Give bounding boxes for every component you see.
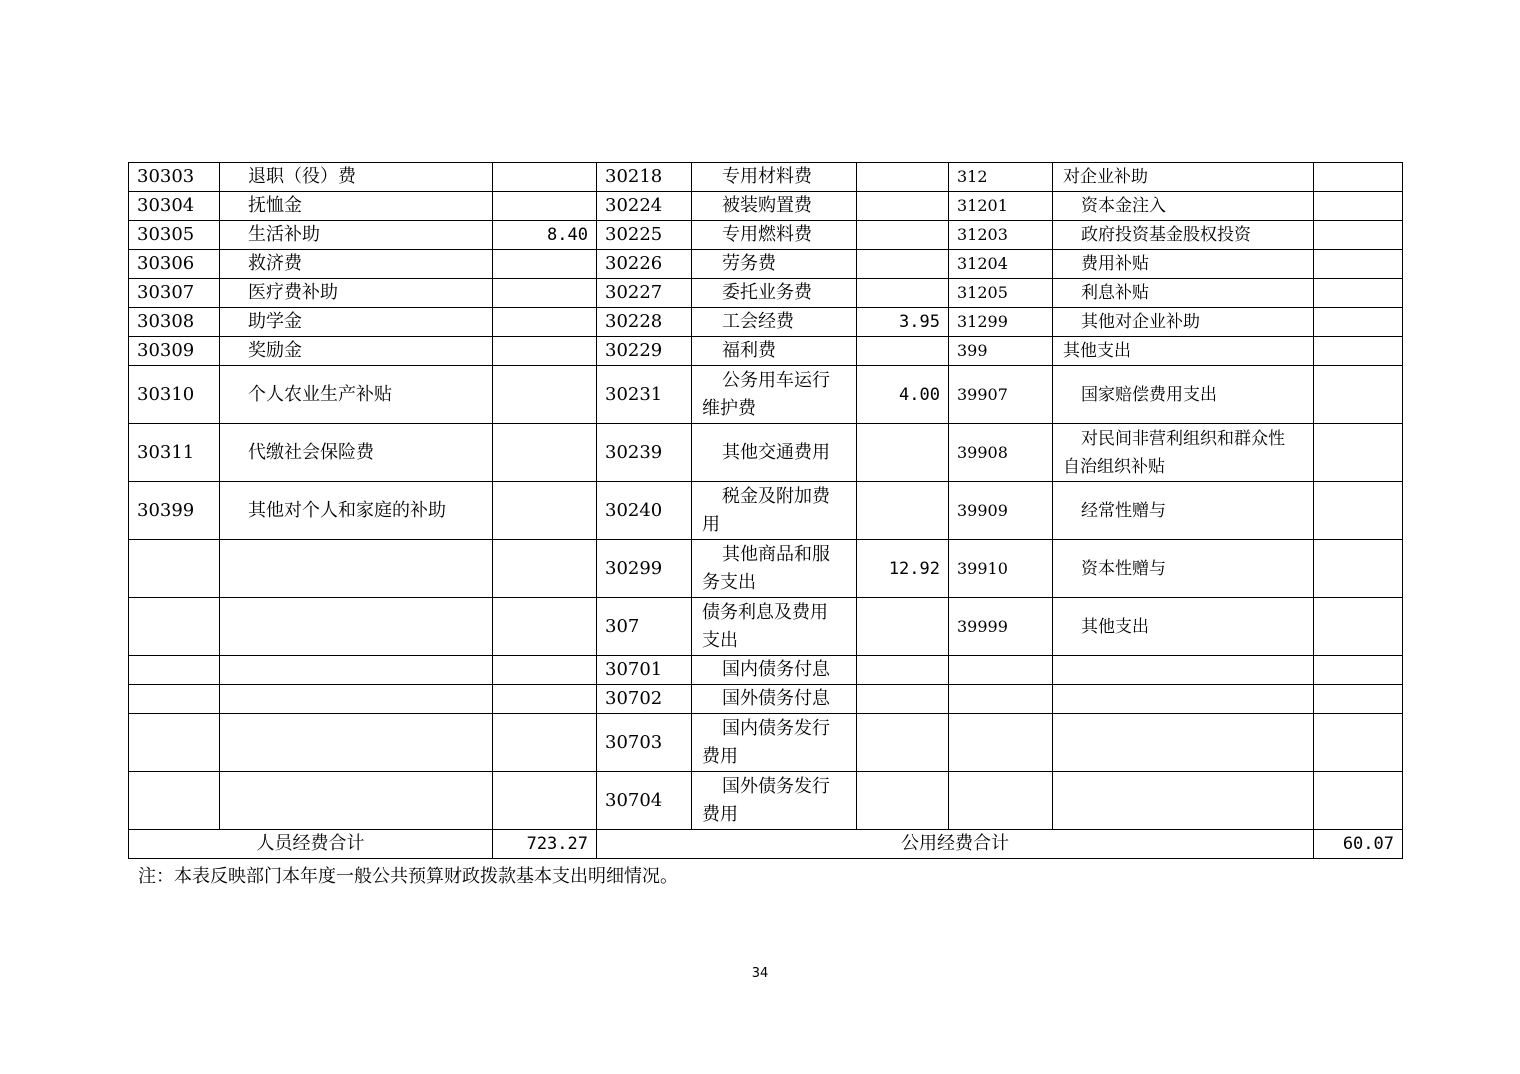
other-amount	[1314, 772, 1403, 830]
other-item: 资本金注入	[1053, 192, 1314, 221]
other-code	[949, 685, 1053, 714]
other-item	[1053, 772, 1314, 830]
other-code: 39909	[949, 482, 1053, 540]
personnel-code: 30303	[129, 163, 220, 192]
personnel-total-label: 人员经费合计	[129, 830, 493, 859]
other-amount	[1314, 221, 1403, 250]
personnel-item: 抚恤金	[220, 192, 493, 221]
table-row	[129, 337, 1403, 366]
other-amount	[1314, 366, 1403, 424]
public-item: 专用材料费	[692, 163, 857, 192]
public-item: 其他商品和服 务支出	[692, 540, 857, 598]
other-code: 31299	[949, 308, 1053, 337]
personnel-total-value: 723.27	[493, 830, 597, 859]
other-amount	[1314, 714, 1403, 772]
public-item: 工会经费	[692, 308, 857, 337]
table-row	[129, 192, 1403, 221]
personnel-item	[220, 685, 493, 714]
other-amount	[1314, 656, 1403, 685]
other-amount	[1314, 250, 1403, 279]
personnel-amount	[493, 366, 597, 424]
public-amount	[857, 656, 949, 685]
table-row	[129, 714, 1403, 772]
personnel-code: 30304	[129, 192, 220, 221]
other-item: 费用补贴	[1053, 250, 1314, 279]
other-amount	[1314, 685, 1403, 714]
other-code: 39999	[949, 598, 1053, 656]
personnel-item: 助学金	[220, 308, 493, 337]
public-code: 30218	[597, 163, 692, 192]
public-amount	[857, 221, 949, 250]
public-amount	[857, 714, 949, 772]
other-amount	[1314, 163, 1403, 192]
public-amount	[857, 685, 949, 714]
other-code: 31205	[949, 279, 1053, 308]
other-code: 31203	[949, 221, 1053, 250]
other-item: 政府投资基金股权投资	[1053, 221, 1314, 250]
personnel-amount	[493, 424, 597, 482]
public-item: 国外债务发行 费用	[692, 772, 857, 830]
other-item: 利息补贴	[1053, 279, 1314, 308]
other-item: 国家赔偿费用支出	[1053, 366, 1314, 424]
table-row	[129, 656, 1403, 685]
other-amount	[1314, 337, 1403, 366]
table-row	[129, 772, 1403, 830]
public-item: 被装购置费	[692, 192, 857, 221]
public-amount	[857, 163, 949, 192]
other-code: 31201	[949, 192, 1053, 221]
other-code: 312	[949, 163, 1053, 192]
personnel-item: 代缴社会保险费	[220, 424, 493, 482]
table-row	[129, 163, 1403, 192]
public-item: 其他交通费用	[692, 424, 857, 482]
public-code: 30224	[597, 192, 692, 221]
other-amount	[1314, 424, 1403, 482]
public-amount	[857, 279, 949, 308]
personnel-item: 其他对个人和家庭的补助	[220, 482, 493, 540]
public-code: 30702	[597, 685, 692, 714]
personnel-amount	[493, 540, 597, 598]
personnel-amount	[493, 250, 597, 279]
public-amount	[857, 250, 949, 279]
personnel-item	[220, 598, 493, 656]
public-total-label: 公用经费合计	[597, 830, 1314, 859]
other-item	[1053, 656, 1314, 685]
personnel-amount	[493, 772, 597, 830]
personnel-code: 30305	[129, 221, 220, 250]
personnel-code	[129, 685, 220, 714]
personnel-item: 个人农业生产补贴	[220, 366, 493, 424]
personnel-item: 生活补助	[220, 221, 493, 250]
personnel-code: 30399	[129, 482, 220, 540]
table-row	[129, 221, 1403, 250]
public-code: 30239	[597, 424, 692, 482]
personnel-item	[220, 656, 493, 685]
other-code	[949, 772, 1053, 830]
public-code: 30704	[597, 772, 692, 830]
personnel-item: 奖励金	[220, 337, 493, 366]
personnel-amount	[493, 308, 597, 337]
other-item: 其他支出	[1053, 598, 1314, 656]
public-total-value: 60.07	[1314, 830, 1403, 859]
personnel-code: 30307	[129, 279, 220, 308]
public-amount	[857, 192, 949, 221]
personnel-amount: 8.40	[493, 221, 597, 250]
other-amount	[1314, 192, 1403, 221]
other-amount	[1314, 540, 1403, 598]
table-row	[129, 308, 1403, 337]
public-code: 30228	[597, 308, 692, 337]
personnel-code	[129, 540, 220, 598]
personnel-code	[129, 656, 220, 685]
other-item	[1053, 685, 1314, 714]
public-item: 国内债务发行 费用	[692, 714, 857, 772]
other-code: 399	[949, 337, 1053, 366]
public-code: 30231	[597, 366, 692, 424]
public-item: 国内债务付息	[692, 656, 857, 685]
public-amount	[857, 482, 949, 540]
table-row	[129, 685, 1403, 714]
public-amount	[857, 424, 949, 482]
personnel-amount	[493, 279, 597, 308]
public-code: 30240	[597, 482, 692, 540]
public-amount	[857, 772, 949, 830]
other-code	[949, 656, 1053, 685]
personnel-item	[220, 772, 493, 830]
personnel-amount	[493, 598, 597, 656]
table-row	[129, 424, 1403, 482]
other-item: 对民间非营利组织和群众性 自治组织补贴	[1053, 424, 1314, 482]
other-item: 经常性赠与	[1053, 482, 1314, 540]
public-code: 30701	[597, 656, 692, 685]
public-code: 30226	[597, 250, 692, 279]
public-amount	[857, 337, 949, 366]
public-item: 劳务费	[692, 250, 857, 279]
personnel-amount	[493, 656, 597, 685]
public-code: 30229	[597, 337, 692, 366]
table-row	[129, 540, 1403, 598]
other-item: 其他对企业补助	[1053, 308, 1314, 337]
public-code: 30703	[597, 714, 692, 772]
public-code: 30225	[597, 221, 692, 250]
personnel-item	[220, 540, 493, 598]
public-amount	[857, 598, 949, 656]
expenditure-detail-table	[128, 162, 1403, 859]
personnel-amount	[493, 685, 597, 714]
other-item: 资本性赠与	[1053, 540, 1314, 598]
personnel-code: 30308	[129, 308, 220, 337]
table-row	[129, 279, 1403, 308]
totals-row	[129, 830, 1403, 859]
other-code: 31204	[949, 250, 1053, 279]
other-item	[1053, 714, 1314, 772]
personnel-code	[129, 772, 220, 830]
public-item: 税金及附加费 用	[692, 482, 857, 540]
public-item: 公务用车运行 维护费	[692, 366, 857, 424]
other-amount	[1314, 482, 1403, 540]
table-row	[129, 482, 1403, 540]
public-item: 福利费	[692, 337, 857, 366]
other-amount	[1314, 308, 1403, 337]
public-amount: 4.00	[857, 366, 949, 424]
personnel-amount	[493, 192, 597, 221]
table-body	[129, 163, 1403, 859]
personnel-code	[129, 598, 220, 656]
other-code	[949, 714, 1053, 772]
personnel-amount	[493, 714, 597, 772]
personnel-code: 30311	[129, 424, 220, 482]
personnel-item: 医疗费补助	[220, 279, 493, 308]
personnel-code: 30309	[129, 337, 220, 366]
public-item: 国外债务付息	[692, 685, 857, 714]
personnel-item: 救济费	[220, 250, 493, 279]
table-row	[129, 598, 1403, 656]
public-item: 专用燃料费	[692, 221, 857, 250]
other-code: 39910	[949, 540, 1053, 598]
public-code: 30299	[597, 540, 692, 598]
personnel-amount	[493, 482, 597, 540]
public-code: 307	[597, 598, 692, 656]
public-amount: 3.95	[857, 308, 949, 337]
other-amount	[1314, 279, 1403, 308]
public-item: 委托业务费	[692, 279, 857, 308]
other-item: 对企业补助	[1053, 163, 1314, 192]
personnel-amount	[493, 337, 597, 366]
public-amount: 12.92	[857, 540, 949, 598]
other-amount	[1314, 598, 1403, 656]
other-code: 39907	[949, 366, 1053, 424]
public-item: 债务利息及费用 支出	[692, 598, 857, 656]
page-number: 34	[751, 966, 769, 981]
personnel-item: 退职（役）费	[220, 163, 493, 192]
personnel-code: 30306	[129, 250, 220, 279]
other-item: 其他支出	[1053, 337, 1314, 366]
other-code: 39908	[949, 424, 1053, 482]
table-row	[129, 250, 1403, 279]
personnel-item	[220, 714, 493, 772]
public-code: 30227	[597, 279, 692, 308]
personnel-code: 30310	[129, 366, 220, 424]
table-row	[129, 366, 1403, 424]
table-note: 注：本表反映部门本年度一般公共预算财政拨款基本支出明细情况。	[138, 866, 678, 887]
personnel-amount	[493, 163, 597, 192]
personnel-code	[129, 714, 220, 772]
